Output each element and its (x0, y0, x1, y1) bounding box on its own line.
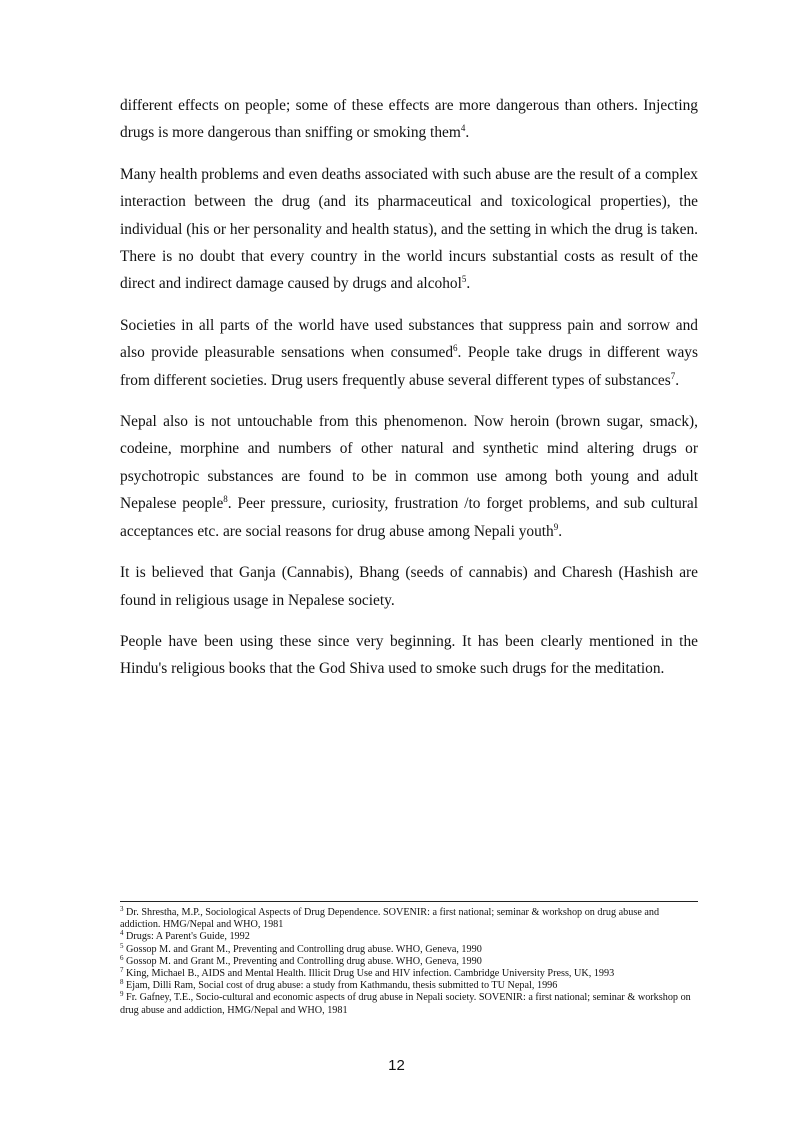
footnote-number: 9 (120, 990, 124, 999)
footnote-text: Gossop M. and Grant M., Preventing and Controlling drug abuse. WHO, Geneva, 1990 (126, 943, 482, 955)
footnote-number: 3 (120, 905, 124, 913)
footnote-number: 7 (120, 966, 124, 975)
paragraph-text: It is believed that Ganja (Cannabis), Bhang (seeds of cannabis) and Charesh (Hashish are found in religious usage in Nepalese society. (120, 564, 698, 609)
footnote-reference: 8 (223, 494, 228, 505)
footnote-separator (120, 901, 698, 902)
paragraph (120, 92, 698, 147)
paragraph (120, 408, 698, 545)
paragraph-text: Nepal also is not untouchable from this phenomenon. Now heroin (brown sugar, smack), codeine, morphine and numbers of other natural and synthetic mind altering drugs or psychotropic substances are found to be in common use among both young and adult Nepalese people (120, 413, 698, 513)
paragraph (120, 312, 698, 394)
footnote-reference: 7 (670, 370, 676, 381)
footnote-reference: 6 (453, 343, 458, 354)
paragraph-text: . (558, 522, 563, 540)
paragraph-text: . (466, 275, 471, 293)
paragraph-text: different effects on people; some of these effects are more dangerous than others. Injecting drugs is more dangerous than sniffing or smoking them (120, 97, 698, 142)
paragraph-text: . Peer pressure, curiosity, frustration /to forget problems, and sub cultural acceptances etc. are social reasons for drug abuse among Nepali youth (120, 495, 698, 540)
paragraph-text: Societies in all parts of the world have used substances that suppress pain and sorrow and also provide pleasurable sensations when consumed (120, 316, 698, 362)
footnote (120, 931, 698, 943)
paragraph-text: . People take drugs in different ways from different societies. Drug users frequently abuse several different types of substances (120, 344, 698, 389)
footnotes (120, 907, 698, 1017)
footnote-text: Gossop M. and Grant M., Preventing and Controlling drug abuse. WHO, Geneva, 1990 (126, 955, 482, 967)
paragraph (120, 161, 698, 298)
footnote-text: Dr. Shrestha, M.P., Sociological Aspects of Drug Dependence. SOVENIR: a first national; seminar & workshop on drug abuse and addiction. HMG/Nepal and WHO, 1981 (120, 907, 660, 931)
footnote-text: Drugs: A Parent's Guide, 1992 (126, 931, 250, 943)
footnote (120, 941, 698, 956)
paragraph (120, 628, 698, 683)
paragraph-text: . (465, 124, 470, 142)
body-text (120, 92, 698, 697)
paragraph-text: People have been using these since very beginning. It has been clearly mentioned in the Hindu's religious books that the God Shiva used to smoke such drugs for the meditation. (120, 632, 698, 678)
footnote (120, 953, 698, 968)
footnote-reference: 9 (553, 521, 559, 532)
paragraph (120, 559, 698, 614)
page-number: 12 (388, 1057, 405, 1074)
footnote (120, 968, 698, 980)
footnote-reference: 5 (461, 274, 467, 285)
footnote-text: Ejam, Dilli Ram, Social cost of drug abuse: a study from Kathmandu, thesis submitted to TU Nepal, 1996 (126, 980, 558, 992)
footnote (120, 980, 698, 992)
footnote-number: 4 (120, 929, 124, 938)
paragraph-text: Many health problems and even deaths associated with such abuse are the result of a complex interaction between the drug (and its pharmaceutical and toxicological properties), the individual (his or her personality and health status), and the setting in which the drug is taken. There is no doubt that every country in the world incurs substantial costs as result of the direct and indirect damage caused by drugs and alcohol (120, 165, 698, 293)
footnote-reference: 4 (460, 123, 466, 134)
footnote-number: 5 (120, 941, 124, 950)
footnote-number: 6 (120, 953, 124, 962)
footnote (120, 907, 698, 931)
paragraph-text: . (675, 371, 680, 389)
footnote-text: King, Michael B., AIDS and Mental Health. Illicit Drug Use and HIV infection. Cambridge University Press, UK, 1993 (126, 968, 615, 980)
footnote-text: Fr. Gafney, T.E., Socio-cultural and economic aspects of drug abuse in Nepali society. SOVENIR: a first national; seminar & workshop on drug abuse and addiction, HMG/Nepal and WHO, 1981 (120, 992, 691, 1016)
footnote (120, 992, 698, 1016)
footnote-number: 8 (120, 978, 124, 987)
